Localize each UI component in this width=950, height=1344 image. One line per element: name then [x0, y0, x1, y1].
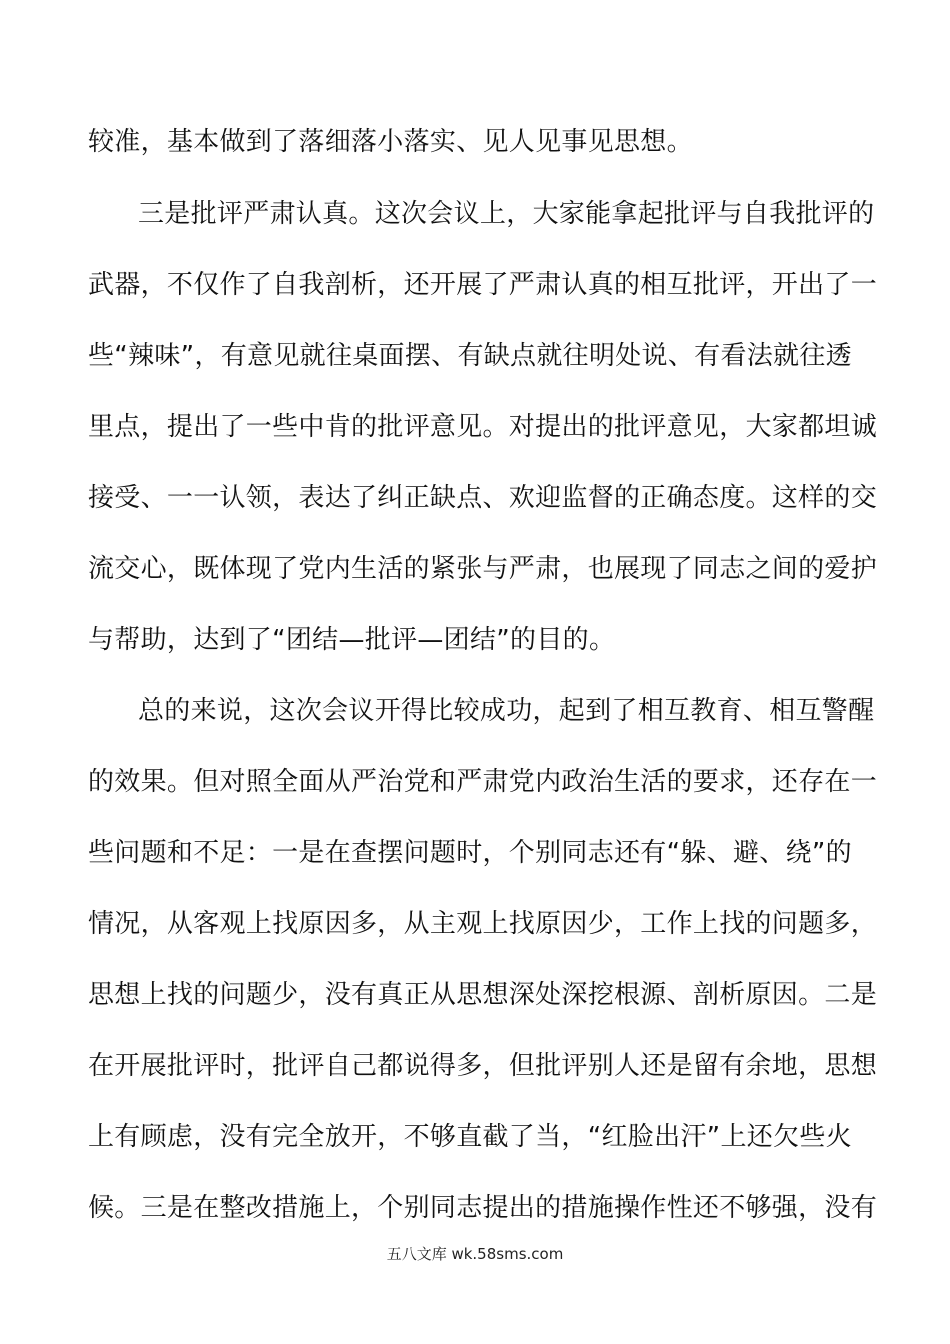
- text-line-3: 武器，不仅作了自我剖析，还开展了严肃认真的相互批评，开出了一: [88, 270, 878, 300]
- text-line-10: 的效果。但对照全面从严治党和严肃党内政治生活的要求，还存在一: [88, 767, 878, 797]
- text-line-2: 三是批评严肃认真。这次会议上，大家能拿起批评与自我批评的: [138, 199, 875, 229]
- text-line-7: 流交心，既体现了党内生活的紧张与严肃，也展现了同志之间的爱护: [88, 554, 878, 584]
- text-line-5: 里点，提出了一些中肯的批评意见。对提出的批评意见，大家都坦诚: [88, 412, 878, 442]
- text-line-13: 思想上找的问题少，没有真正从思想深处深挖根源、剖析原因。二是: [88, 980, 878, 1010]
- text-line-11: 些问题和不足：一是在查摆问题时，个别同志还有“躲、避、绕”的: [88, 838, 852, 868]
- text-line-16: 候。三是在整改措施上，个别同志提出的措施操作性还不够强，没有: [88, 1193, 878, 1223]
- text-line-1: 较准，基本做到了落细落小落实、见人见事见思想。: [88, 127, 693, 157]
- text-line-12: 情况，从客观上找原因多，从主观上找原因少，工作上找的问题多，: [88, 909, 878, 939]
- text-line-15: 上有顾虑，没有完全放开，不够直截了当，“红脸出汗”上还欠些火: [88, 1122, 852, 1152]
- page-footer-watermark: 五八文库 wk.58sms.com: [386, 1245, 564, 1263]
- text-line-6: 接受、一一认领，表达了纠正缺点、欢迎监督的正确态度。这样的交: [88, 483, 878, 513]
- text-line-8: 与帮助，达到了“团结—批评—团结”的目的。: [88, 625, 616, 655]
- text-line-9: 总的来说，这次会议开得比较成功，起到了相互教育、相互警醒: [138, 696, 875, 726]
- text-line-14: 在开展批评时，批评自己都说得多，但批评别人还是留有余地，思想: [88, 1051, 878, 1081]
- text-line-4: 些“辣味”，有意见就往桌面摆、有缺点就往明处说、有看法就往透: [88, 341, 852, 371]
